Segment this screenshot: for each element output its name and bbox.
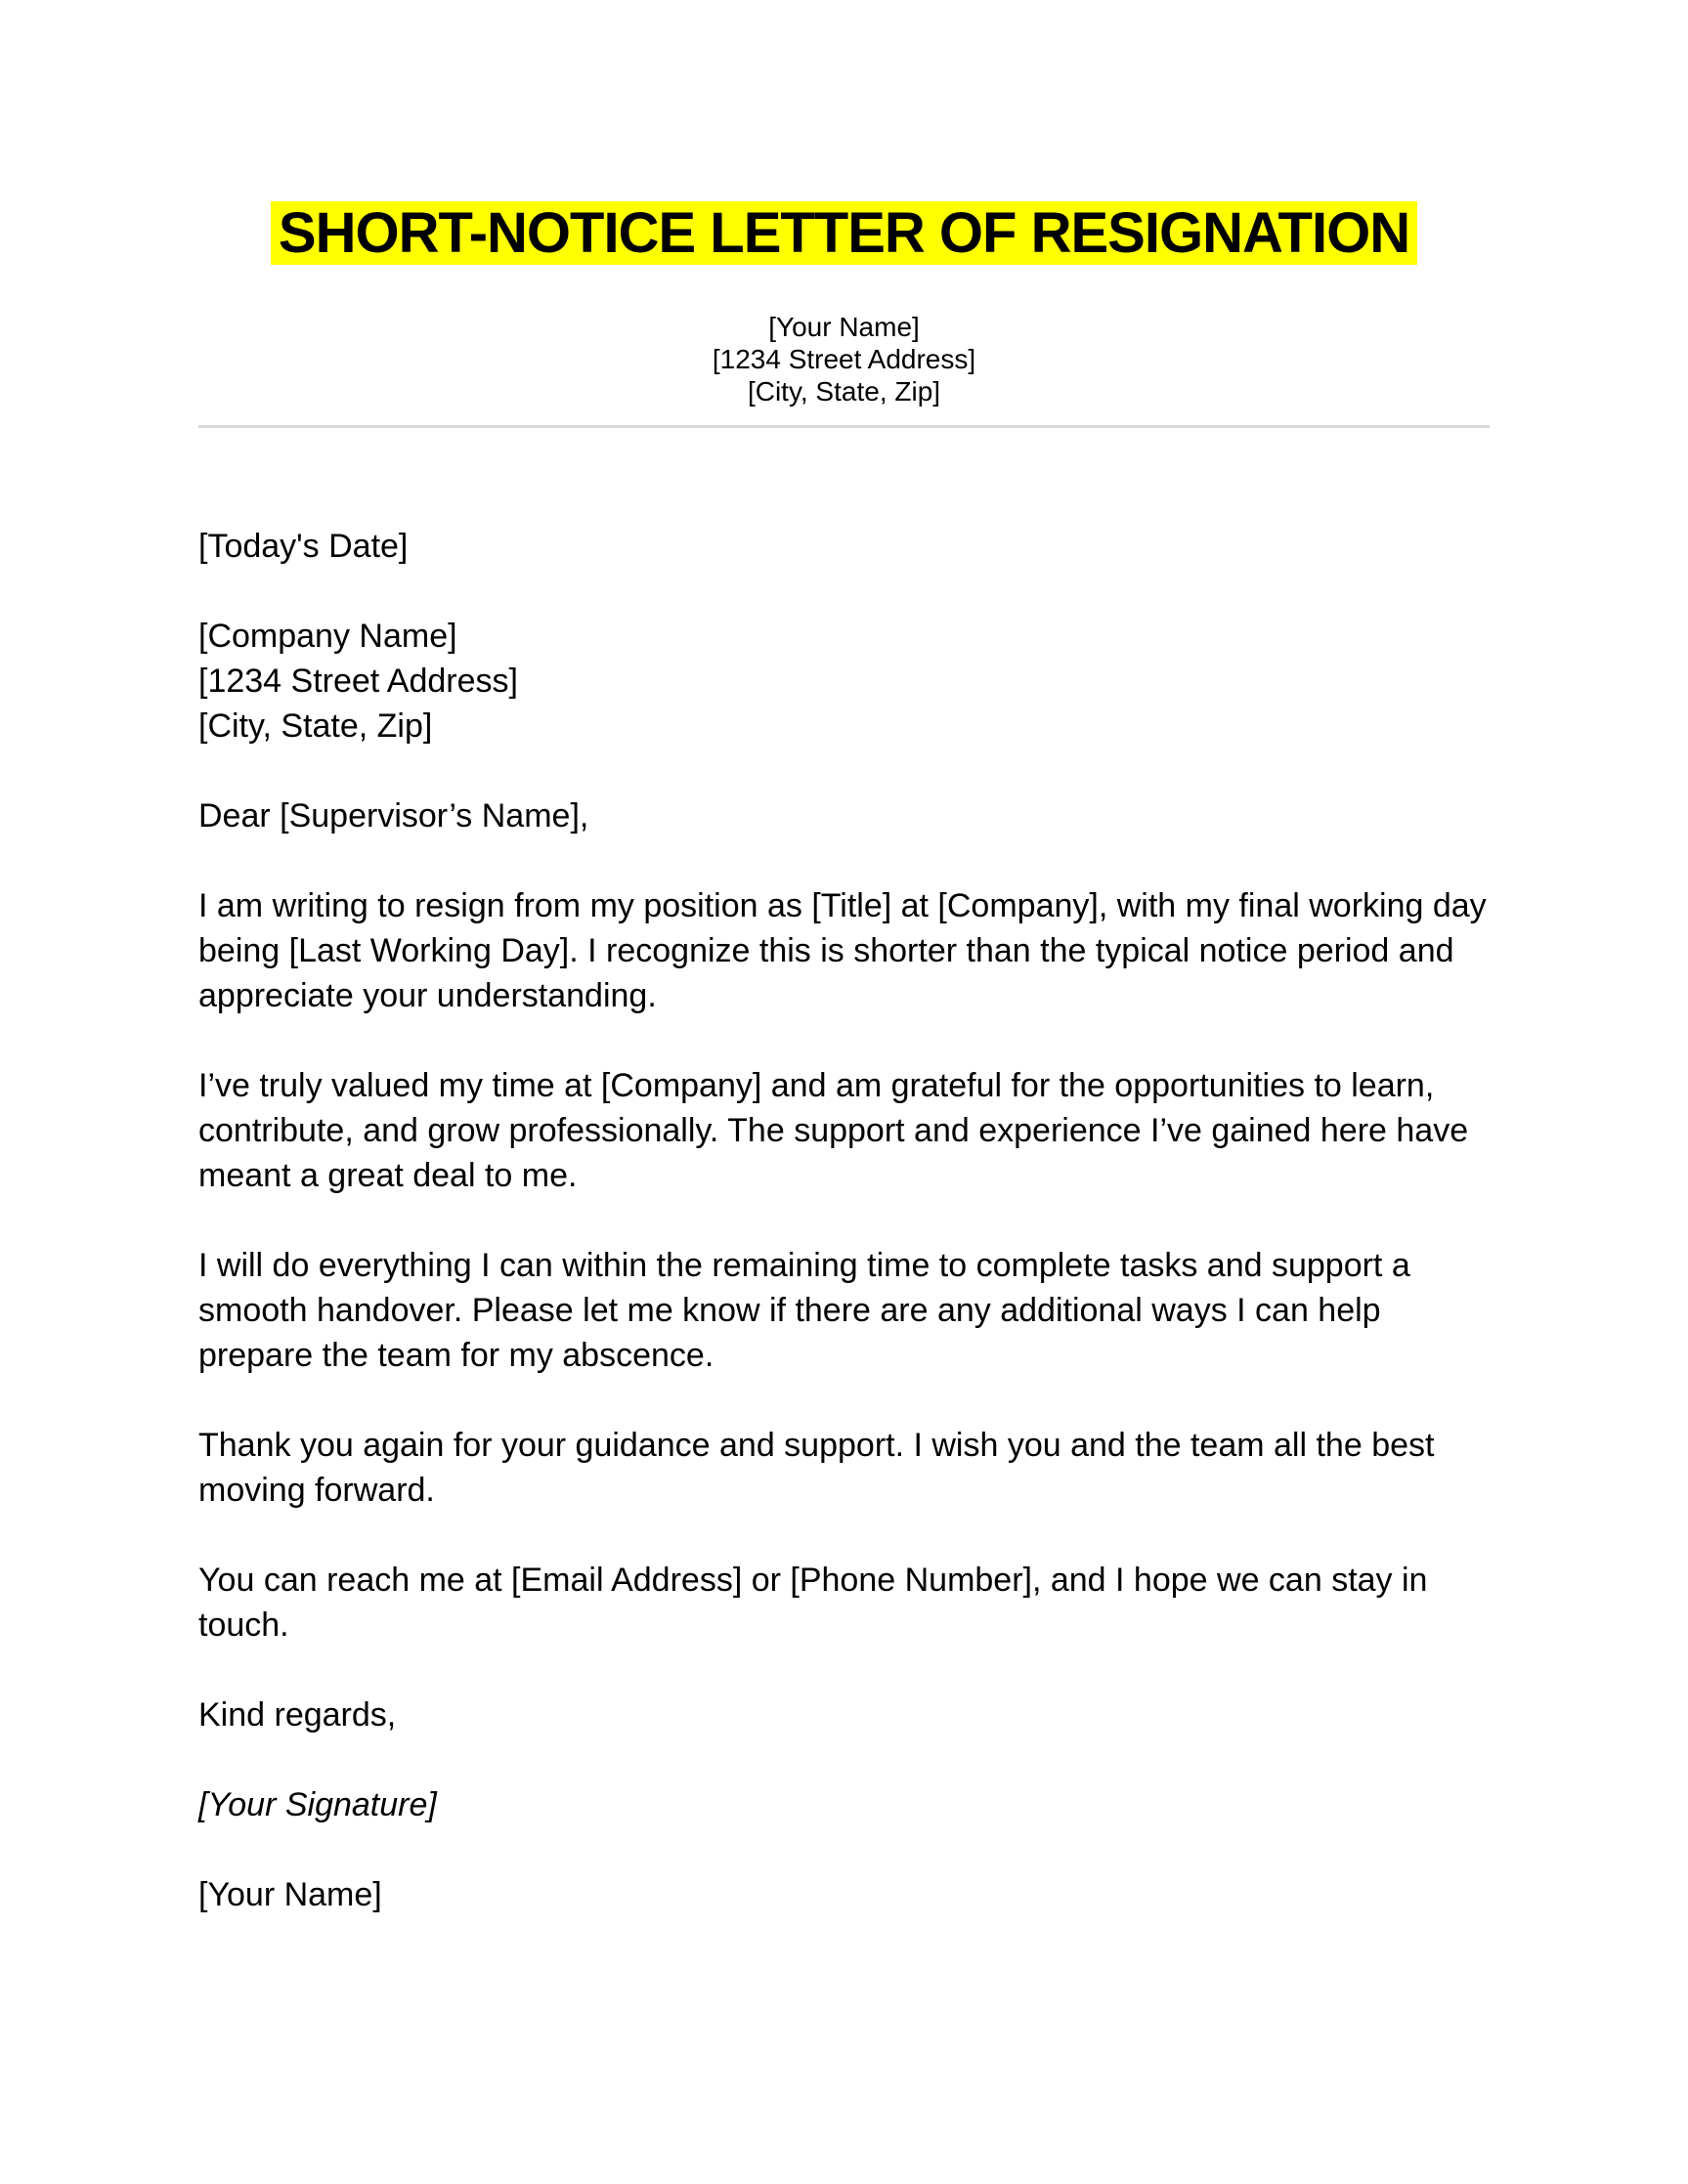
document-title [198,0,1490,266]
closing-line: Kind regards, [198,1696,397,1734]
date-line: [Today's Date] [198,528,409,565]
recipient-street-line: [1234 Street Address] [198,663,518,700]
recipient-company-line: [Company Name] [198,618,457,655]
signature-placeholder: [Your Signature] [198,1786,437,1823]
sender-address-block [198,311,1490,407]
sender-street-line: [1234 Street Address] [712,344,976,374]
body-paragraph-3: I will do everything I can within the remaining time to complete tasks and support a smooth handover. Please let me know if there are any additional ways I can help prepare the team for my abscence. [198,1247,1410,1374]
recipient-city-line: [City, State, Zip] [198,707,433,745]
signer-name-line: [Your Name] [198,1876,382,1913]
letter-body [198,428,1490,1917]
document-title-text: SHORT-NOTICE LETTER OF RESIGNATION [271,201,1417,265]
body-paragraph-1: I am writing to resign from my position as [Title] at [Company], with my final working day being [Last Working Day]. I recognize this is shorter than the typical notice period and appreciate your understanding. [198,887,1487,1014]
body-paragraph-5: You can reach me at [Email Address] or [Phone Number], and I hope we can stay in touch. [198,1562,1428,1644]
sender-city-line: [City, State, Zip] [747,376,941,407]
body-paragraph-2: I’ve truly valued my time at [Company] and am grateful for the opportunities to learn, contribute, and grow professionally. The support and experience I’ve gained here have meant a great deal to me. [198,1067,1469,1194]
recipient-address-block [198,614,1490,749]
greeting-line: Dear [Supervisor’s Name], [198,797,589,835]
body-paragraph-4: Thank you again for your guidance and support. I wish you and the team all the best moving forward. [198,1427,1435,1509]
sender-name-line: [Your Name] [768,312,920,342]
